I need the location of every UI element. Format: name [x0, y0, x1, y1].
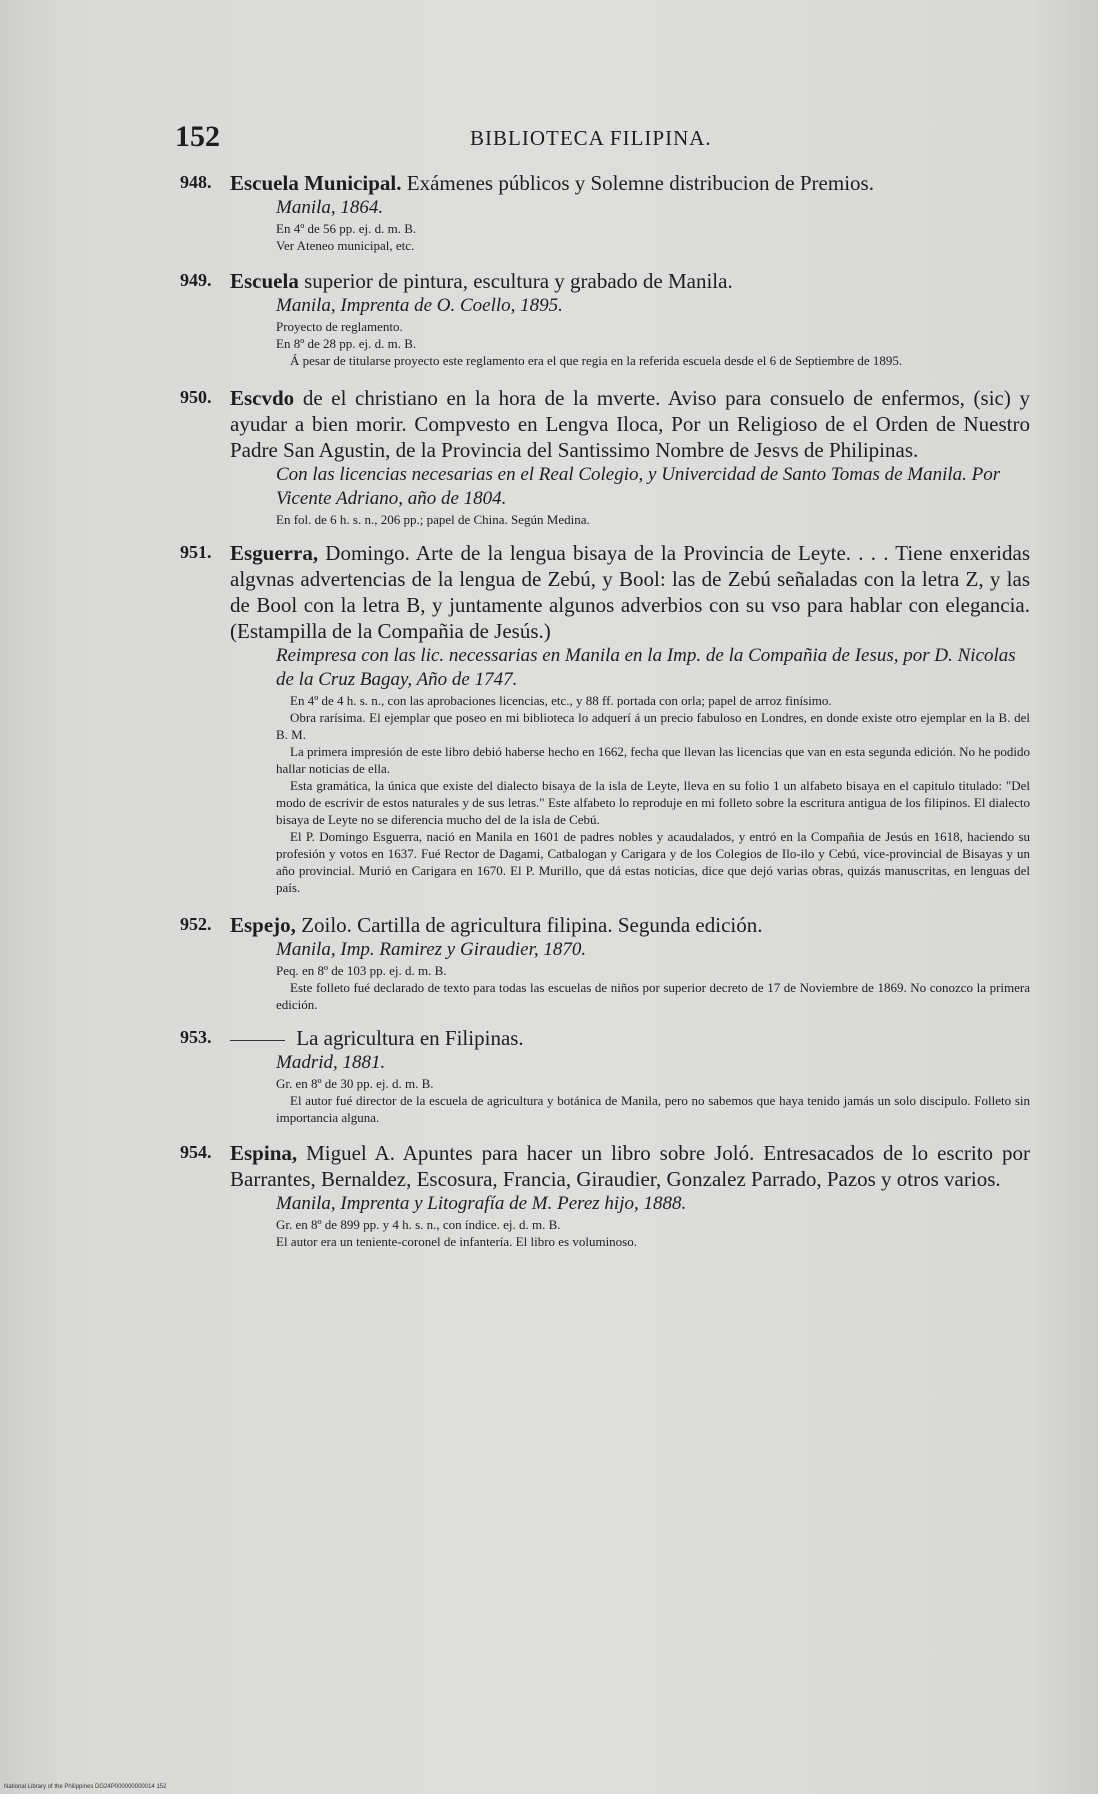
entry-heading — [230, 1140, 1030, 1192]
ditto-dash — [230, 1040, 285, 1041]
entry-imprint: Manila, Imprenta de O. Coello, 1895. — [276, 295, 563, 316]
entry-number: 951. — [180, 542, 212, 562]
entry-author: Escvdo — [230, 386, 295, 410]
entry-title: La agricultura en Filipinas. — [296, 1026, 524, 1050]
entry-953 — [180, 1025, 1030, 1126]
entry-author: Espina, — [230, 1141, 298, 1165]
entry-title: Domingo. Arte de la lengua bisaya de la Provincia de Leyte. . . . Tiene enxeridas algvnas advertencias de la lengua de Zebú, y Bool: las de Zebú señaladas con la letra Z, y las de Bool con la letra B, y juntamente algunos adverbios con su vso para hablar con elegancia. (Estampilla de la Compañia de Jesús.) — [230, 541, 1031, 643]
entry-title: Exámenes públicos y Solemne distribucion de Premios. — [406, 171, 874, 195]
entry-title: de el christiano en la hora de la mverte. Aviso para consuelo de enfermos, (sic) y ayudar a bien morir. Compvesto en Lengva Iloca, Por un Religioso de el Orden de Nuestro Padre San Agustin, de la Provincia del Santissimo Nombre de Jesvs de Philipinas. — [230, 386, 1030, 462]
page-header — [175, 120, 1035, 160]
entry-imprint: Con las licencias necesarias en el Real Colegio, y Univercidad de Santo Tomas de Manila. Por Vicente Adriano, año de 1804. — [276, 464, 1001, 509]
entry-number: 950. — [180, 387, 212, 407]
entry-imprint: Madrid, 1881. — [276, 1052, 386, 1073]
entry-954 — [180, 1140, 1030, 1250]
entry-heading — [230, 170, 1030, 196]
entry-title: superior de pintura, escultura y grabado de Manila. — [304, 269, 733, 293]
entry-title: Miguel A. Apuntes para hacer un libro sobre Joló. Entresacados de lo escrito por Barrantes, Bernaldez, Escosura, Francia, Giraudier, Gonzalez Parrado, Pazos y otros varios. — [230, 1141, 1030, 1191]
entry-author: Esguerra, — [230, 541, 319, 565]
entry-note: Este folleto fué declarado de texto para todas las escuelas de niños por superior decreto de 17 de Noviembre de 1869. No conozco la primera edición. — [276, 980, 1030, 1012]
entry-title: Zoilo. Cartilla de agricultura filipina. Segunda edición. — [301, 913, 763, 937]
entries — [180, 170, 1030, 1250]
entry-948 — [180, 170, 1030, 254]
entry-heading — [230, 268, 1030, 294]
entry-author: Escuela Municipal. — [230, 171, 402, 195]
entry-heading — [230, 1025, 1030, 1051]
entry-note: El autor fué director de la escuela de agricultura y botánica de Manila, pero no sabemos que haya tenido jamás un solo discipulo. Folleto sin importancia alguna. — [276, 1093, 1030, 1125]
entry-note: En 4º de 4 h. s. n., con las aprobaciones licencias, etc., y 88 ff. portada con orla; papel de arroz finísimo. — [290, 693, 832, 708]
entry-author: Escuela — [230, 269, 299, 293]
scan-footer: National Library of the Philippines DG24P000000000014 152 — [4, 1784, 167, 1790]
page-number: 152 — [175, 120, 220, 153]
entry-number: 949. — [180, 270, 212, 290]
entry-heading — [230, 912, 1030, 938]
entry-number: 952. — [180, 914, 212, 934]
entry-note: La primera impresión de este libro debió haberse hecho en 1662, fecha que llevan las licencias que van en esta segunda edición. No he podido hallar noticias de ella. — [276, 744, 1030, 776]
entry-note: El autor era un teniente-coronel de infantería. El libro es voluminoso. — [276, 1234, 637, 1249]
entry-number: 948. — [180, 172, 212, 192]
entry-note: Esta gramática, la única que existe del dialecto bisaya de la isla de Leyte, lleva en su folio 1 un alfabeto bisaya en el capitulo titulado: "Del modo de escrivir de estos naturales y de sus letras." Este alfabeto lo reproduje en mi folleto sobre la escritura antigua de los filipinos. El dialecto bisaya de Leyte no se diferencia mucho del de la isla de Cebú. — [276, 778, 1030, 827]
entry-note: Gr. en 8º de 899 pp. y 4 h. s. n., con índice. ej. d. m. B. — [276, 1217, 561, 1232]
entry-951 — [180, 540, 1030, 896]
entry-note: Peq. en 8º de 103 pp. ej. d. m. B. — [276, 963, 447, 978]
entry-note: Proyecto de reglamento. — [276, 319, 403, 334]
entry-note: Ver Ateneo municipal, etc. — [276, 238, 415, 253]
entry-note: Á pesar de titularse proyecto este reglamento era el que regia en la referida escuela desde el 6 de Septiembre de 1895. — [290, 353, 903, 368]
entry-note: En 8º de 28 pp. ej. d. m. B. — [276, 336, 417, 351]
entry-note: En fol. de 6 h. s. n., 206 pp.; papel de China. Según Medina. — [276, 512, 590, 527]
entry-number: 954. — [180, 1142, 212, 1162]
entry-952 — [180, 912, 1030, 1013]
entry-note: Gr. en 8º de 30 pp. ej. d. m. B. — [276, 1076, 434, 1091]
entry-note: Obra rarísima. El ejemplar que poseo en mi biblioteca lo adquerí á un precio fabuloso en Londres, en donde existe otro ejemplar en la B. del B. M. — [276, 710, 1030, 742]
entry-heading — [230, 540, 1030, 644]
entry-number: 953. — [180, 1027, 212, 1047]
entry-imprint: Reimpresa con las lic. necessarias en Manila en la Imp. de la Compañia de Iesus, por D. Nicolas de la Cruz Bagay, Año de 1747. — [276, 645, 1016, 690]
entry-author: Espejo, — [230, 913, 296, 937]
entry-950 — [180, 385, 1030, 528]
entry-imprint: Manila, Imp. Ramirez y Giraudier, 1870. — [276, 939, 587, 960]
entry-note: El P. Domingo Esguerra, nació en Manila en 1601 de padres nobles y acaudalados, y entró en la Compañia de Jesús en 1618, haciendo su profesión y votos en 1637. Fué Rector de Dagami, Catbalogan y Carigara y de los Colegios de Ilo-ilo y Cebú, vice-provincial de Bisayas y un año provincial. Murió en Carigara en 1670. El P. Murillo, que dá estas noticias, dice que dejó varias obras, quizás manuscritas, en lenguas del país. — [276, 829, 1030, 895]
entry-imprint: Manila, Imprenta y Litografía de M. Perez hijo, 1888. — [276, 1193, 687, 1214]
entry-imprint: Manila, 1864. — [276, 197, 384, 218]
entry-949 — [180, 268, 1030, 369]
running-title: BIBLIOTECA FILIPINA. — [470, 126, 712, 150]
entry-note: En 4º de 56 pp. ej. d. m. B. — [276, 221, 417, 236]
entry-heading — [230, 385, 1030, 463]
